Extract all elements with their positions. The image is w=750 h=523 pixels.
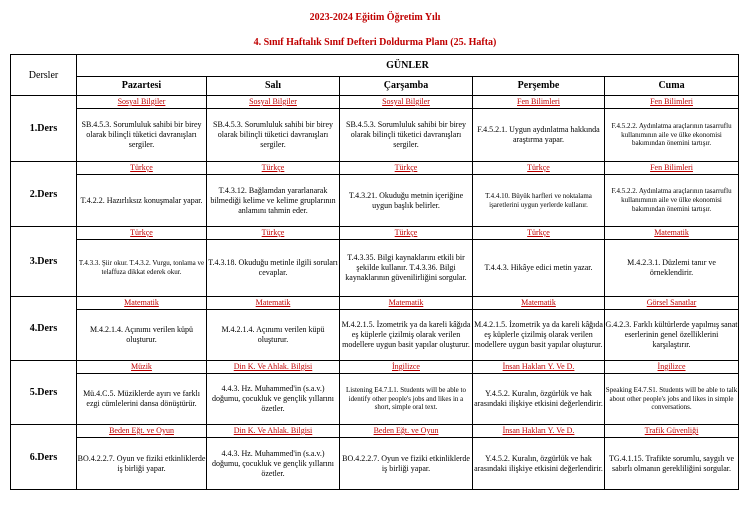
subject-label: İnsan Hakları Y. Ve D.	[473, 361, 605, 374]
objective-text: M.4.2.1.5. İzometrik ya da kareli kâğıda eş küplerle çizilmiş olarak verilen modellere uygun basit yapılar oluşturur.	[473, 310, 605, 361]
subject-label: Türkçe	[77, 162, 207, 175]
objective-text: T.4.3.12. Bağlamdan yararlanarak bilmediği kelime ve kelime gruplarının anlamını tahmin eder.	[207, 175, 340, 227]
period-label: 5.Ders	[11, 361, 77, 425]
subject-label: Matematik	[77, 297, 207, 310]
objective-text: M.4.2.3.1. Düzlemi tanır ve örneklendirir.	[605, 240, 739, 297]
document-subtitle: 4. Sınıf Haftalık Sınıf Defteri Doldurma Planı (25. Hafta)	[253, 37, 497, 48]
subject-label: Trafik Güvenliği	[605, 425, 739, 438]
subject-label: Türkçe	[207, 227, 340, 240]
subject-label: Din K. Ve Ahlak. Bilgisi	[207, 425, 340, 438]
gunler-header: GÜNLER	[77, 55, 739, 77]
objective-text: M.4.2.1.5. İzometrik ya da kareli kâğıda eş küplerle çizilmiş olarak verilen modellere uygun basit yapılar oluşturur.	[340, 310, 473, 361]
day-header-thursday: Perşembe	[473, 76, 605, 95]
objective-text: BO.4.2.2.7. Oyun ve fiziki etkinliklerde iş birliği yapar.	[340, 438, 473, 490]
day-header-tuesday: Salı	[207, 76, 340, 95]
objective-text: T.4.4.10. Büyük harfleri ve noktalama işaretlerini uygun yerlerde kullanır.	[473, 175, 605, 227]
subject-label: Sosyal Bilgiler	[77, 96, 207, 109]
period-label: 6.Ders	[11, 425, 77, 490]
subject-label: Fen Bilimleri	[605, 96, 739, 109]
period-label: 4.Ders	[11, 297, 77, 361]
period-label: 3.Ders	[11, 227, 77, 297]
subject-label: Fen Bilimleri	[605, 162, 739, 175]
document-title: 2023-2024 Eğitim Öğretim Yılı	[309, 12, 441, 23]
dersler-header: Dersler	[11, 55, 77, 96]
day-header-friday: Cuma	[605, 76, 739, 95]
subject-label: Matematik	[605, 227, 739, 240]
subject-label: Din K. Ve Ahlak. Bilgisi	[207, 361, 340, 374]
objective-text: Mü.4.C.5. Müziklerde ayırı ve farklı ezgi cümlelerini dansa dönüştürür.	[77, 374, 207, 425]
objective-text: 4.4.3. Hz. Muhammed'in (s.a.v.) doğumu, çocukluk ve gençlik yıllarını özetler.	[207, 374, 340, 425]
subject-label: Türkçe	[473, 227, 605, 240]
objective-text: Y.4.5.2. Kuralın, özgürlük ve hak arasındaki ilişkiye etkisini değerlendirir.	[473, 438, 605, 490]
objective-text: T.4.3.3. Şiir okur. T.4.3.2. Vurgu, tonlama ve telaffuza dikkat ederek okur.	[77, 240, 207, 297]
objective-text: Listening E4.7.L1. Students will be able to identify other people's jobs and likes in a short, simple oral text.	[340, 374, 473, 425]
objective-text: T.4.3.35. Bilgi kaynaklarını etkili bir şekilde kullanır. T.4.3.36. Bilgi kaynaklarının güvenilirliğini sorgular.	[340, 240, 473, 297]
subject-label: İngilizce	[340, 361, 473, 374]
objective-text: SB.4.5.3. Sorumluluk sahibi bir birey olarak bilinçli tüketici davranışları sergiler.	[340, 109, 473, 162]
subject-label: Sosyal Bilgiler	[340, 96, 473, 109]
period-label: 1.Ders	[11, 96, 77, 162]
objective-text: BO.4.2.2.7. Oyun ve fiziki etkinliklerde iş birliği yapar.	[77, 438, 207, 490]
subject-label: Beden Eğt. ve Oyun	[77, 425, 207, 438]
objective-text: F.4.5.2.1. Uygun aydınlatma hakkında araştırma yapar.	[473, 109, 605, 162]
objective-text: T.4.4.3. Hikâye edici metin yazar.	[473, 240, 605, 297]
objective-text: T.4.3.21. Okuduğu metnin içeriğine uygun başlık belirler.	[340, 175, 473, 227]
subject-label: Türkçe	[77, 227, 207, 240]
subject-label: Türkçe	[207, 162, 340, 175]
subject-label: Matematik	[340, 297, 473, 310]
objective-text: TG.4.1.15. Trafikte sorumlu, saygılı ve sabırlı olmanın gerekliliğini sorgular.	[605, 438, 739, 490]
objective-text: T.4.3.18. Okuduğu metinle ilgili soruları cevaplar.	[207, 240, 340, 297]
subject-label: İngilizce	[605, 361, 739, 374]
period-label: 2.Ders	[11, 162, 77, 227]
objective-text: G.4.2.3. Farklı kültürlerde yapılmış sanat eserlerinin genel özelliklerini karşılaştırır.	[605, 310, 739, 361]
objective-text: 4.4.3. Hz. Muhammed'in (s.a.v.) doğumu, çocukluk ve gençlik yıllarını özetler.	[207, 438, 340, 490]
subject-label: Sosyal Bilgiler	[207, 96, 340, 109]
day-header-monday: Pazartesi	[77, 76, 207, 95]
subject-label: Fen Bilimleri	[473, 96, 605, 109]
subject-label: Müzik	[77, 361, 207, 374]
subject-label: Beden Eğt. ve Oyun	[340, 425, 473, 438]
objective-text: Y.4.5.2. Kuralın, özgürlük ve hak arasındaki ilişkiye etkisini değerlendirir.	[473, 374, 605, 425]
objective-text: T.4.2.2. Hazırlıksız konuşmalar yapar.	[77, 175, 207, 227]
subject-label: Görsel Sanatlar	[605, 297, 739, 310]
subject-label: Türkçe	[340, 227, 473, 240]
objective-text: M.4.2.1.4. Açınımı verilen küpü oluşturur.	[207, 310, 340, 361]
objective-text: SB.4.5.3. Sorumluluk sahibi bir birey olarak bilinçli tüketici davranışları sergiler.	[207, 109, 340, 162]
objective-text: F.4.5.2.2. Aydınlatma araçlarının tasarruflu kullanımının aile ve ülke ekonomisi bakımından önemini tartışır.	[605, 109, 739, 162]
objective-text: F.4.5.2.2. Aydınlatma araçlarının tasarruflu kullanımının aile ve ülke ekonomisi bakımından önemini tartışır.	[605, 175, 739, 227]
subject-label: Türkçe	[340, 162, 473, 175]
subject-label: İnsan Hakları Y. Ve D.	[473, 425, 605, 438]
day-header-wednesday: Çarşamba	[340, 76, 473, 95]
subject-label: Matematik	[473, 297, 605, 310]
subject-label: Matematik	[207, 297, 340, 310]
objective-text: SB.4.5.3. Sorumluluk sahibi bir birey olarak bilinçli tüketici davranışları sergiler.	[77, 109, 207, 162]
subject-label: Türkçe	[473, 162, 605, 175]
objective-text: Speaking E4.7.S1. Students will be able to talk about other people's jobs and likes in simple conversations.	[605, 374, 739, 425]
weekly-plan-table	[10, 54, 739, 490]
objective-text: M.4.2.1.4. Açınımı verilen küpü oluşturur.	[77, 310, 207, 361]
